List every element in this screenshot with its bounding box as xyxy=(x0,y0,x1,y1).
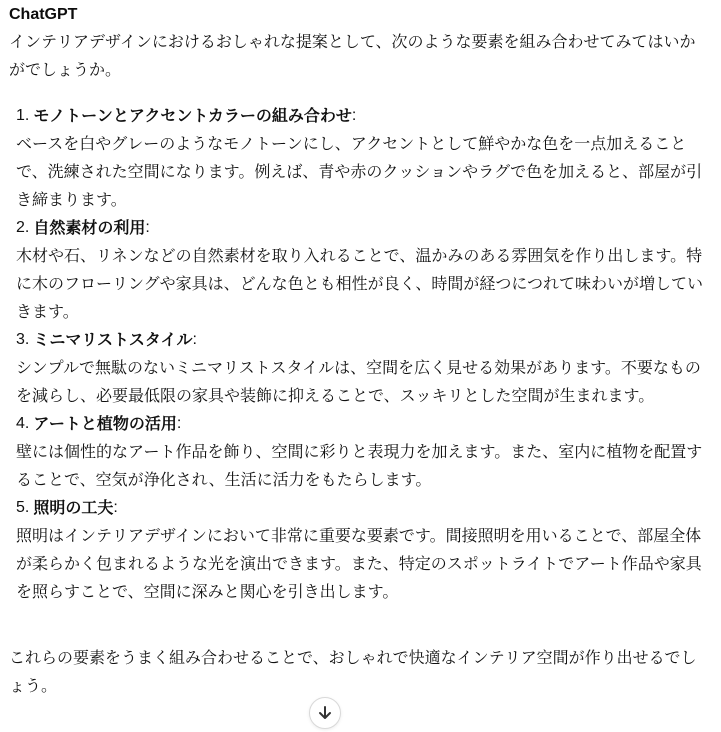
list-item-body: 照明はインテリアデザインにおいて非常に重要な要素です。間接照明を用いることで、部屋全体が柔らかく包まれるような光を演出できます。また、特定のスポットライトでアート作品や家具を照らすことで、空間に深みと関心を引き出します。 xyxy=(16,526,702,601)
list-item xyxy=(16,102,706,214)
list-item-body: 木材や石、リネンなどの自然素材を取り入れることで、温かみのある雰囲気を作り出します。特に木のフローリングや家具は、どんな色とも相性が良く、時間が経つにつれて味わいが増していきます。 xyxy=(16,246,704,321)
list-item-heading xyxy=(16,326,706,354)
list-item-number: 3. xyxy=(16,331,30,348)
list-item-heading xyxy=(16,410,706,438)
list-item-colon: : xyxy=(351,107,357,124)
suggestion-list xyxy=(16,102,706,606)
list-item-title: ミニマリストスタイル xyxy=(33,330,193,349)
list-item-title: モノトーンとアクセントカラーの組み合わせ xyxy=(33,106,352,125)
list-item-title: アートと植物の活用 xyxy=(33,414,177,433)
list-item-body: ベースを白やグレーのようなモノトーンにし、アクセントとして鮮やかな色を一点加えることで、洗練された空間になります。例えば、青や赤のクッションやラグで色を加えると、部屋が引き締まります。 xyxy=(16,134,703,209)
list-item-colon: : xyxy=(176,415,182,432)
list-item-colon: : xyxy=(145,219,150,236)
list-item xyxy=(16,494,706,606)
list-item-body: 壁には個性的なアート作品を飾り、空間に彩りと表現力を加えます。また、室内に植物を配置することで、空気が浄化され、生活に活力をもたらします。 xyxy=(16,442,703,489)
arrow-down-icon xyxy=(310,713,340,732)
list-item xyxy=(16,326,706,410)
list-item-heading xyxy=(16,214,706,242)
list-item-heading xyxy=(16,494,706,522)
list-item-colon: : xyxy=(192,331,197,348)
list-item xyxy=(16,410,706,494)
list-item-number: 5. xyxy=(16,499,30,516)
scroll-to-bottom-button[interactable] xyxy=(309,697,341,729)
list-item-colon: : xyxy=(113,499,118,516)
list-item-title: 自然素材の利用 xyxy=(33,218,146,237)
list-item-heading xyxy=(16,102,706,130)
list-item xyxy=(16,214,706,326)
list-item-number: 2. xyxy=(16,219,30,236)
outro-paragraph: これらの要素をうまく組み合わせることで、おしゃれで快適なインテリア空間が作り出せるでしょう。 xyxy=(9,648,697,695)
intro-paragraph: インテリアデザインにおけるおしゃれな提案として、次のような要素を組み合わせてみてはいかがでしょうか。 xyxy=(9,32,696,79)
list-item-body: シンプルで無駄のないミニマリストスタイルは、空間を広く見せる効果があります。不要なものを減らし、必要最低限の家具や装飾に抑えることで、スッキリとした空間が生まれます。 xyxy=(16,358,701,405)
speaker-label: ChatGPT xyxy=(9,6,78,23)
list-item-number: 4. xyxy=(16,415,30,432)
list-item-title: 照明の工夫 xyxy=(33,498,114,517)
list-item-number: 1. xyxy=(16,107,30,124)
